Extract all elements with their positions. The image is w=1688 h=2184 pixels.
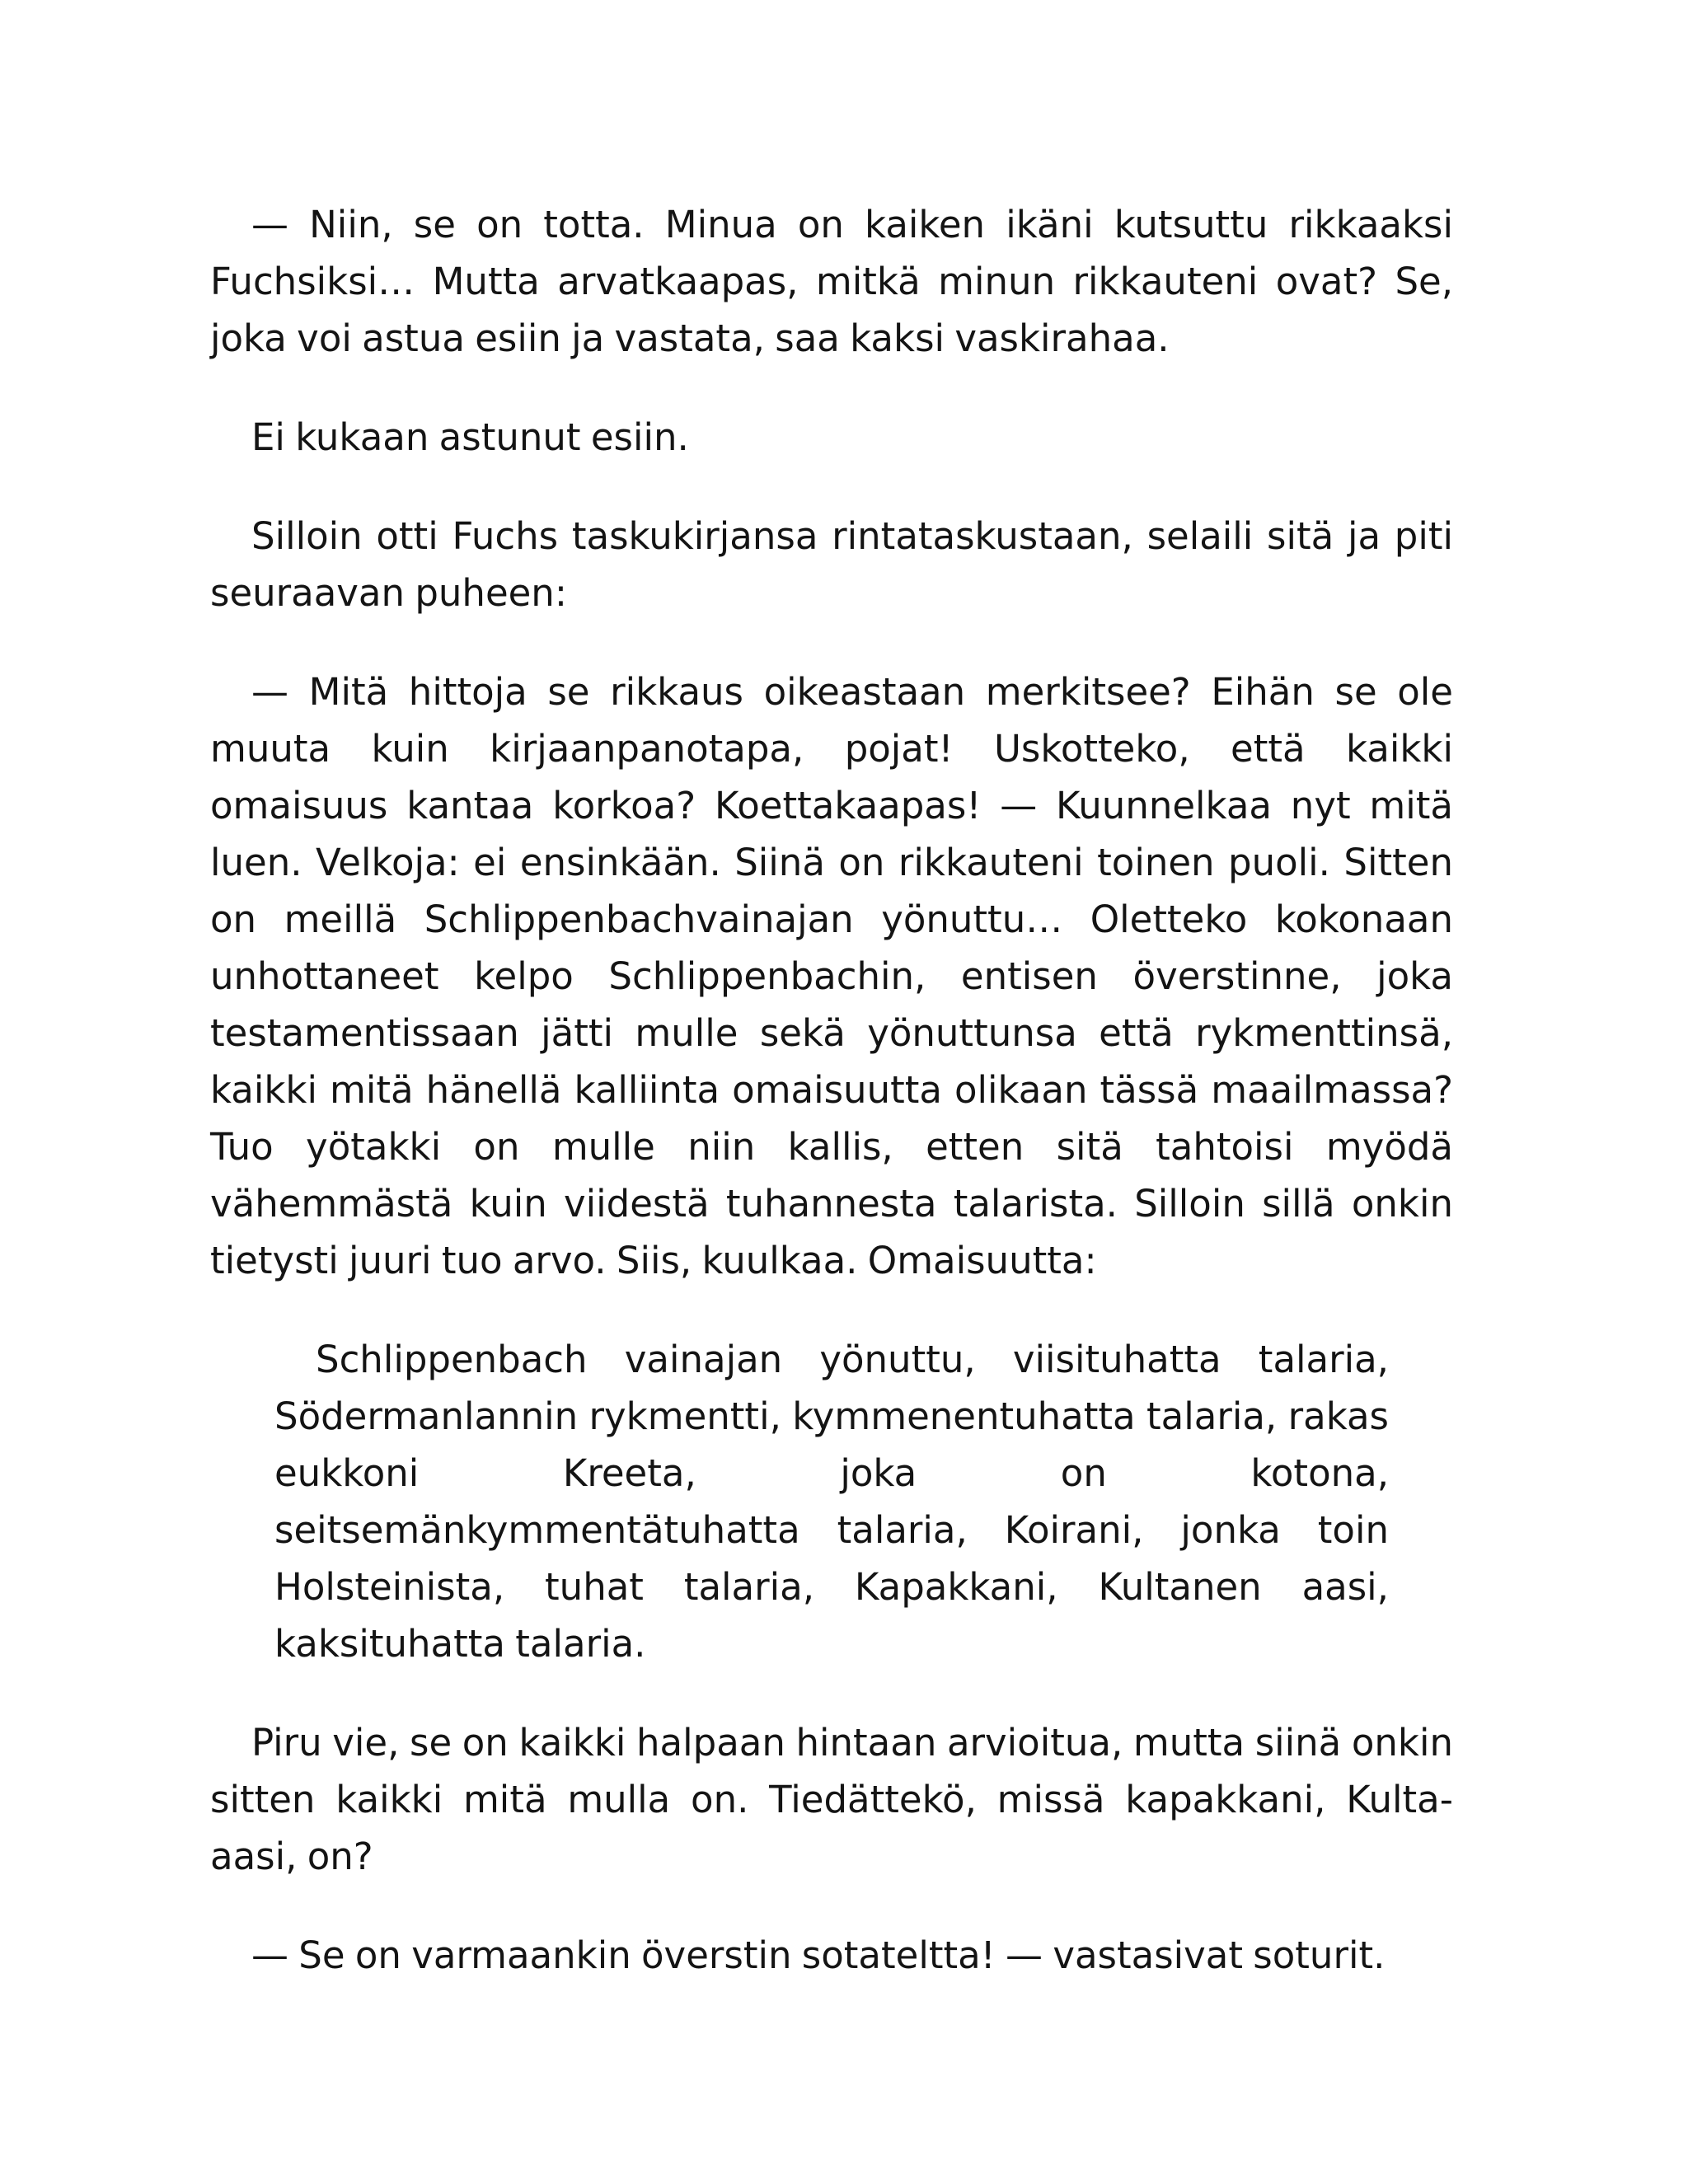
paragraph-7: — Se on varmaankin överstin sotateltta! — vastasivat soturit. — [251, 1933, 1386, 1977]
block-quote-inventory: Schlippenbach vainajan yönuttu, viisituhatta talaria, Södermanlannin rykmentti, kymmenentuhatta talaria, rakas eukkoni Kreeta, joka on kotona, seitsemänkymmentätuhatta talaria, Koirani, jonka toin Holsteinista, tuhat talaria, Kapakkani, Kultanen aasi, kaksituhatta talaria. — [274, 1338, 1389, 1666]
paragraph-4: — Mitä hittoja se rikkaus oikeastaan merkitsee? Eihän se ole muuta kuin kirjaanpanotapa, pojat! Uskotteko, että kaikki omaisuus kantaa korkoa? Koettakaapas! — Kuunnelkaa nyt mitä luen. Velkoja: ei ensinkään. Siinä on rikkauteni toinen puoli. Sitten on meillä Schlippenbachvainajan yönuttu… Oletteko kokonaan unhottaneet kelpo Schlippenbachin, entisen överstinne, joka testamentissaan jätti mulle sekä yönuttunsa että rykmenttinsä, kaikki mitä hänellä kalliinta omaisuutta olikaan tässä maailmassa? Tuo yötakki on mulle niin kallis, etten sitä tahtoisi myödä vähemmästä kuin viidestä tuhannesta talarista. Silloin sillä onkin tietysti juuri tuo arvo. Siis, kuulkaa. Omaisuutta: — [210, 670, 1453, 1282]
paragraph-3: Silloin otti Fuchs taskukirjansa rintataskustaan, selaili sitä ja piti seuraavan puheen: — [210, 514, 1453, 615]
paragraph-6: Piru vie, se on kaikki halpaan hintaan arvioitua, mutta siinä onkin sitten kaikki mitä mulla on. Tiedättekö, missä kapakkani, Kulta-aasi, on? — [210, 1721, 1453, 1878]
paragraph-2: Ei kukaan astunut esiin. — [251, 415, 689, 459]
body-text — [210, 196, 1453, 2026]
paragraph-1: — Niin, se on totta. Minua on kaiken ikäni kutsuttu rikkaaksi Fuchsiksi… Mutta arvatkaapas, mitkä minun rikkauteni ovat? Se, joka voi astua esiin ja vastata, saa kaksi vaskirahaa. — [210, 203, 1453, 360]
